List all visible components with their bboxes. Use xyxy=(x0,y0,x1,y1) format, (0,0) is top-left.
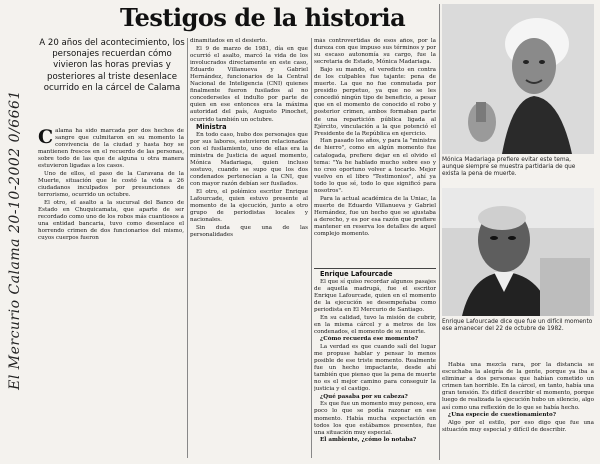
col2-p4: El otro, el polémico escritor Enrique Lafourcade, quien estuvo presente al momento de la ejecución, junto a otro grupo de periodistas locales y nacionales. xyxy=(190,188,308,224)
portrait-man-icon xyxy=(442,188,594,316)
interview-column xyxy=(314,336,436,460)
col3-p4: Para la actual académica de la Uniac, la muerte de Eduardo Villanueva y Gabriel Hernández, fue un hecho que se ajustaba a derecho, y es por esa razón que prefiere mantener en reserva los detalles de aquel complejo momento. xyxy=(314,195,436,238)
handwritten-margin-note xyxy=(2,30,28,450)
answer-2: Es que fue un momento muy penoso, era poco lo que se podía razonar en ese momento. Había mucha expectación en todos los que estábamos presentes, fue una situación muy especial. xyxy=(314,401,436,436)
article-column-2 xyxy=(190,38,308,458)
column-rule xyxy=(311,38,312,458)
col3-p2: Bajo su mando, el veredicto en contra de los culpables fue tajante: pena de muerte. La que no fue conmutada por presidio perpetuo, ya que no se les concedió ningún tipo de beneficio, a pesar que en el momento de conocido el robo y posterior crimen, ambos formaban parte de una repartición pública ligada al Ejército, vinculación a la que potenció el Presidente de la República en ejercicio. xyxy=(314,66,436,137)
margin-note-text: El Mercurio Calama 20-10-2002 0/6661 xyxy=(7,90,23,390)
question-3: El ambiente, ¿cómo lo notaba? xyxy=(320,437,417,444)
col2-p5: Sin duda que una de las personalidades xyxy=(190,224,308,239)
answer-1: La verdad es que cuando salí del lugar me propuse hablar y pensar lo menos posible de ese triste momento. Realmente fue un hecho impactante, desde ahí también que pienso que la pena de muerte no es el mejor camino para conseguir la justicia y el castigo. xyxy=(314,343,436,393)
col4-p1: Había una mezcla rara, por la distancia se escuchaba la alegría de la gente, porque ya iba a eliminar a dos personas que habían cometido un crimen tan horrible. En la cárcel, en tanto, había una gran tensión. Es difícil describir el momento, porque luego de realizada la ejecución hubo un silencio, algo así como una reflexión de lo que se había hecho. xyxy=(442,362,594,411)
portrait-woman-icon xyxy=(442,4,594,154)
box-p2: En su calidad, tuvo la misión de cubrir, en la misma cárcel y a metros de los condenados, el momento de su muerte. xyxy=(314,314,436,335)
column-rule xyxy=(187,38,188,458)
headline: Testigos de la historia xyxy=(120,3,406,32)
col2-p3: En todo caso, hubo dos personajes que por sus labores, estuvieron relacionadas con el fusilamiento, uno de ellas era la ministra de Justicia de aquel momento, Mónica Madariaga, quien incluso sostuvo, cuando se supo que los dos condenados pertenecían a la CNI, que con mayor razón debían ser fusilados. xyxy=(190,131,308,188)
article-column-3 xyxy=(314,38,436,268)
col3-p3: Han pasado los años, y para la "ministra de hierro", como en algún momento fue catalogada, prefiere dejar en el olvido el tema: "Ya he hablado mucho sobre eso y no creo oportuno volver a tocarlo. Mejor vuelvo en el libro "Testimonios", ahí ya todo lo que sé, todo lo que significó para nosotros". xyxy=(314,138,436,194)
question-2: ¿Qué pasaba por su cabeza? xyxy=(320,393,408,400)
col1-p3: El otro, el asalto a la sucursal del Banco de Estado en Chuquicamata, que aparte de ser recordado como uno de los robos más cuantiosos a una entidad bancaria, tuvo como desenlace el horrendo crimen de dos funcionarios del mismo, cuyos cuerpos fueron xyxy=(38,199,184,242)
question-1: ¿Cómo recuerda ese momento? xyxy=(320,336,419,342)
caption-lafourcade: Enrique Lafourcade dice que fue un difícil momento ese amanecer del 22 de octubre de 1982. xyxy=(442,319,593,333)
article-column-1 xyxy=(38,128,184,268)
col2-p1: dinamitados en el desierto. xyxy=(190,38,267,44)
col1-p1: Calama ha sido marcada por dos hechos de sangre que culmitaron en su momento la convivencia de la ciudad y hasta hoy se mantienen frescos en el recuerdo de las personas, sobre todo de las que de alguna u otra manera estuvieron ligadas a los casos. xyxy=(38,128,184,170)
subhead-lafourcade: Enrique Lafourcade xyxy=(320,270,393,278)
lafourcade-box xyxy=(314,268,436,337)
dropcap: C xyxy=(38,128,54,148)
photo-madariaga xyxy=(442,4,594,154)
subhead-ministra: Ministra xyxy=(196,123,227,132)
answer-4: Algo por el estilo, por eso digo que fue una situación muy especial y difícil de describir. xyxy=(442,419,594,433)
article-column-4 xyxy=(442,362,594,462)
col2-p2: El 9 de marzo de 1981, día en que ocurrió el asalto, marcó la vida de los involucrados directamente en este caso, Eduardo Villanueva y Gabriel Hernández, funcionarios de la Central Nacional de Inteligencia (CNI) quienes finalmente fueron fusilados al no concederseles el indulto por parte de quien en ese entonces era la máxima autoridad del país, Augusto Pinochet, ocurrido también un octubre. xyxy=(190,45,308,123)
col1-p2: Uno de ellos, el paso de la Caravana de la Muerte, situación que le costó la vida a 26 ciudadanos inculpados por presunciones de terrorismo, ocurrido un octubre. xyxy=(38,171,184,199)
question-4: ¿Una especie de cuestionamiento? xyxy=(448,412,557,419)
caption-madariaga: Mónica Madariaga prefiere evitar este tema, aunque siempre se muestra partidaria de que exista la pena de muerte. xyxy=(442,157,576,178)
column-rule xyxy=(439,4,440,460)
col3-p1: más controvertidas de esos años, por la dureza con que impuso sus términos y por su escaso autonomía su cargo, fue la secretaria de Estado, Mónica Madariaga. xyxy=(314,38,436,66)
box-p1: El que sí quiso recordar algunos pasajes de aquella madrugá, fue el escritor Enrique Lafourcade, quien en el momento de la ejecución se desempeñaba como periodista en El Mercurio de Santiago. xyxy=(314,278,436,313)
photo-lafourcade xyxy=(442,188,594,316)
lead-paragraph: A 20 años del acontecimiento, los personajes recuerdan cómo vivieron las horas previas y posteriores al triste desenlace ocurrido en la cárcel de Calama xyxy=(39,38,185,93)
